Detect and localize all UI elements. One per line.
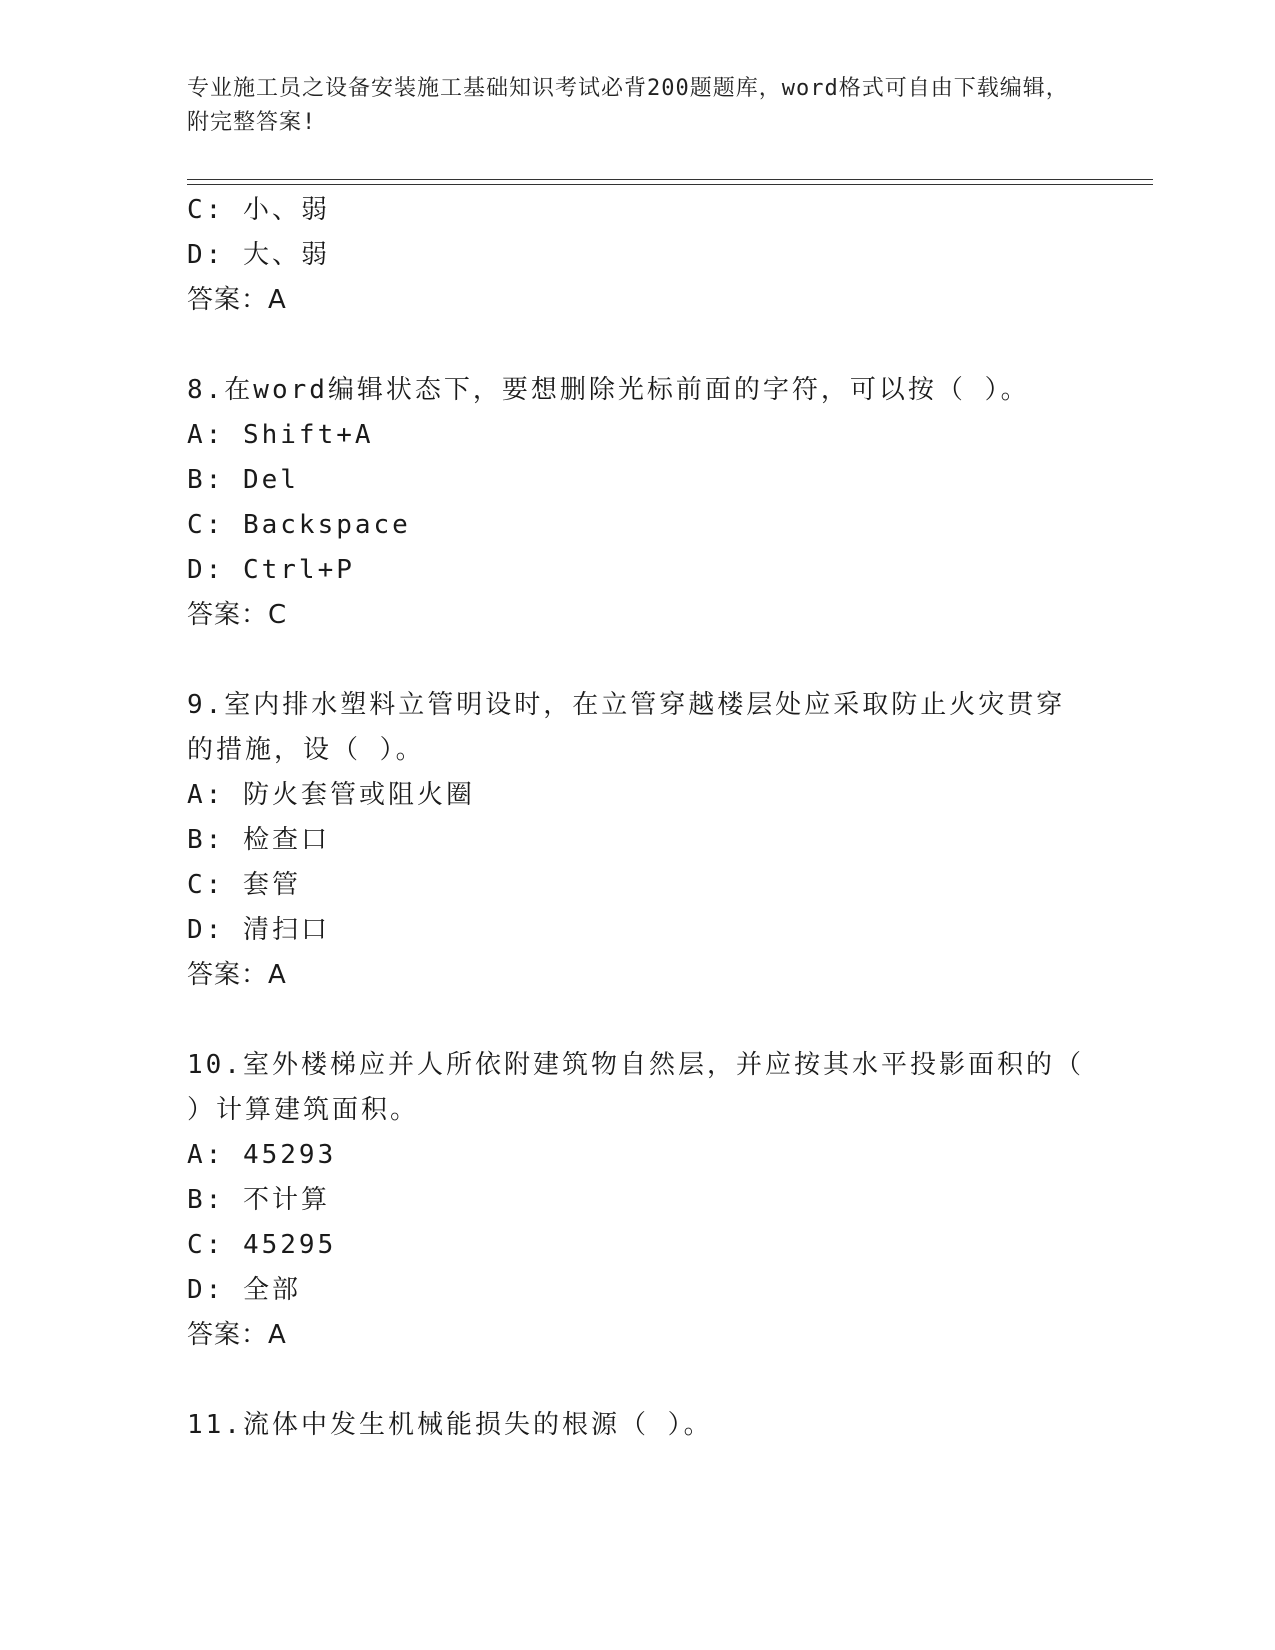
q10-option-a: A: 45293 — [187, 1140, 337, 1170]
q8-stem: 8.在word编辑状态下，要想删除光标前面的字符，可以按（ ）。 — [187, 375, 1030, 405]
q11-stem: 11.流体中发生机械能损失的根源（ ）。 — [187, 1410, 713, 1440]
q9-stem-line1: 9.室内排水塑料立管明设时，在立管穿越楼层处应采取防止火灾贯穿 — [187, 690, 1066, 720]
q10-stem-line1: 10.室外楼梯应并人所依附建筑物自然层，并应按其水平投影面积的（ — [187, 1050, 1084, 1080]
q8-option-c: C: Backspace — [187, 510, 411, 540]
q10-option-d: D: 全部 — [187, 1275, 301, 1305]
q10-answer: 答案：A — [187, 1320, 287, 1350]
q9-option-b: B: 检查口 — [187, 825, 330, 855]
q8-option-a: A: Shift+A — [187, 420, 374, 450]
header-divider-top — [187, 179, 1153, 180]
q10-stem-line2: ）计算建筑面积。 — [187, 1095, 420, 1125]
q7-option-c: C: 小、弱 — [187, 195, 330, 225]
q7-answer: 答案：A — [187, 285, 287, 315]
q9-stem-line2: 的措施，设（ ）。 — [187, 735, 425, 765]
q10-option-b: B: 不计算 — [187, 1185, 330, 1215]
q8-option-d: D: Ctrl+P — [187, 555, 355, 585]
document-header: 专业施工员之设备安装施工基础知识考试必背200题题库，word格式可自由下载编辑，附完整答案! — [187, 76, 1069, 135]
q10-option-c: C: 45295 — [187, 1230, 337, 1260]
q9-answer: 答案：A — [187, 960, 287, 990]
header-divider-bottom — [187, 184, 1153, 185]
q9-option-a: A: 防火套管或阻火圈 — [187, 780, 475, 810]
q9-option-d: D: 清扫口 — [187, 915, 330, 945]
q9-option-c: C: 套管 — [187, 870, 301, 900]
q8-option-b: B: Del — [187, 465, 299, 495]
q7-option-d: D: 大、弱 — [187, 240, 330, 270]
q8-answer: 答案：C — [187, 600, 288, 630]
